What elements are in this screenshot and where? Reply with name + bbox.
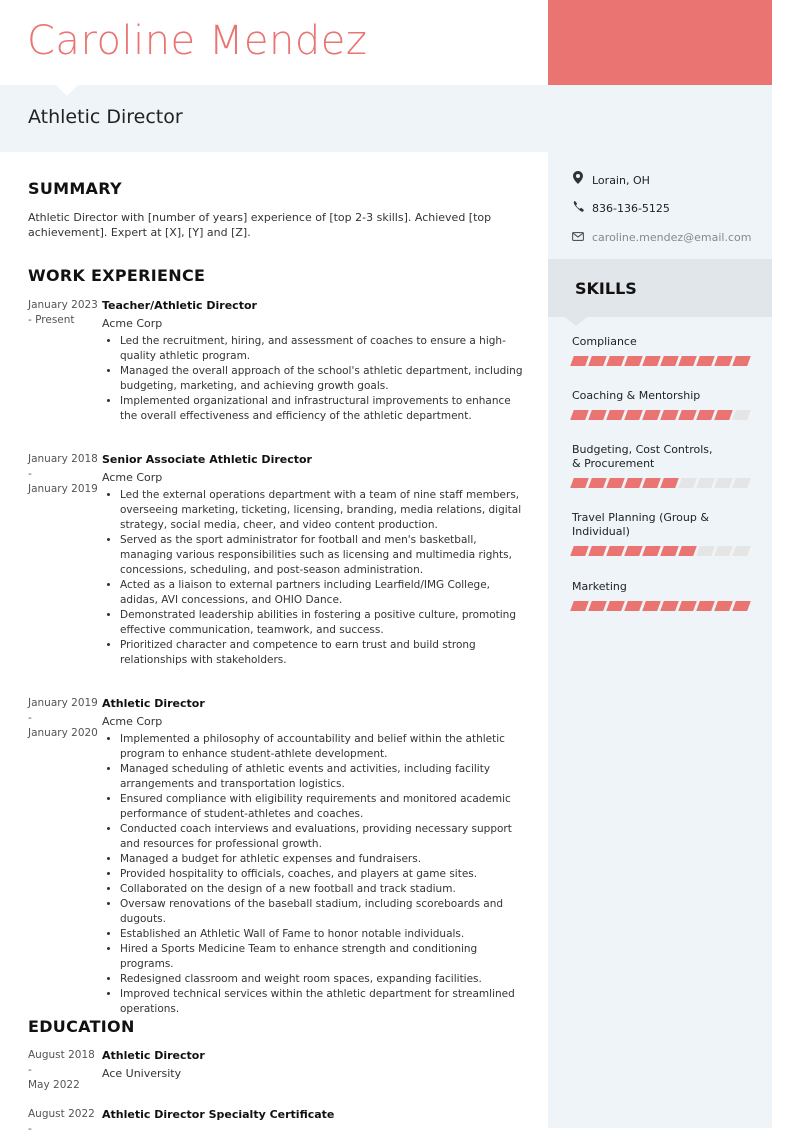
skill-rating-segment [624,601,643,611]
skills-notch [565,317,587,326]
skill-rating-bar [572,601,754,611]
skill-rating-segment [714,546,733,556]
skill-rating-segment [660,478,679,488]
skill-rating-segment [696,478,715,488]
job-date-separator: - [28,712,32,724]
skill-rating-segment [732,356,751,366]
education-degree: Athletic Director Specialty Certificate [102,1108,335,1121]
skill-rating-segment [624,478,643,488]
job-bullet: • Improved technical services within the athletic department for streamlined operations. [120,987,528,1017]
job-date-end: January 2020 [28,727,98,739]
job-bullet: • Managed scheduling of athletic events and activities, including facility arrangements and transportation logistics. [120,762,528,792]
skill-rating-segment [570,546,589,556]
job-bullet: • Implemented a philosophy of accountability and belief within the athletic program to enhance student-athlete development. [120,732,528,762]
job-date-start: January 2018 [28,453,98,465]
education-date-start: August 2022 - [28,1108,95,1135]
skill-label: Marketing [572,580,627,593]
skill-rating-segment [732,601,751,611]
skill-rating-segment [642,410,661,420]
job-dates [28,298,98,328]
skill-rating-segment [678,601,697,611]
job-date-end: January 2019 [28,483,98,495]
skill-rating-segment [606,410,625,420]
education-heading: EDUCATION [28,1017,135,1036]
skill-rating-segment [624,356,643,366]
job-role: Athletic Director [102,697,205,710]
skill-rating-segment [570,601,589,611]
skill-rating-segment [588,410,607,420]
skill-rating-segment [678,546,697,556]
phone-text: 836-136-5125 [592,202,670,215]
skill-rating-segment [606,601,625,611]
job-date-start: January 2023 [28,299,98,311]
job-date-separator: - Present [28,314,75,326]
job-bullet: • Provided hospitality to officials, coaches, and players at game sites. [120,867,528,882]
phone-icon [572,201,584,215]
location-text: Lorain, OH [592,174,650,187]
skill-rating-segment [678,478,697,488]
job-bullet: • Managed the overall approach of the school's athletic department, including budgeting, marketing, and achieving growth goals. [120,364,528,394]
education-dates [28,1048,100,1093]
skill-rating-segment [624,546,643,556]
skill-rating-segment [714,601,733,611]
skill-rating-segment [660,601,679,611]
job-bullet: • Led the external operations department with a team of nine staff members, overseeing marketing, ticketing, licensing, branding, media relations, digital strategy, social media, cheer, and video content production. [120,488,528,533]
job-role: Teacher/Athletic Director [102,299,257,312]
job-bullet: • Collaborated on the design of a new football and track stadium. [120,882,528,897]
skill-rating-segment [678,356,697,366]
job-title: Athletic Director [28,106,183,128]
skill-label: Compliance [572,335,637,348]
job-date-separator: - [28,468,32,480]
skill-rating-segment [642,478,661,488]
job-bullet: • Acted as a liaison to external partners including Learfield/IMG College, adidas, AVI concessions, and OHIO Dance. [120,578,528,608]
email-text[interactable]: caroline.mendez@email.com [592,231,752,244]
skill-label: Travel Planning (Group & Individual) [572,511,709,538]
education-dates [28,1107,100,1137]
job-company: Acme Corp [102,471,163,484]
job-bullets [102,732,528,1017]
job-bullet: • Prioritized character and competence to earn trust and build strong relationships with stakeholders. [120,638,528,668]
skill-rating-segment [588,601,607,611]
skill-rating-segment [588,546,607,556]
skill-rating-segment [660,546,679,556]
skill-rating-segment [678,410,697,420]
skill-rating-bar [572,356,754,366]
job-bullet: • Ensured compliance with eligibility requirements and monitored academic performance of student-athletes and coaches. [120,792,528,822]
skill-rating-segment [732,478,751,488]
candidate-name: Caroline Mendez [27,18,368,64]
skill-rating-segment [624,410,643,420]
job-bullet: • Implemented organizational and infrastructural improvements to enhance the overall effectiveness and efficiency of the athletic department. [120,394,528,424]
skill-item [572,335,754,366]
skill-rating-segment [696,546,715,556]
job-bullet: • Conducted coach interviews and evaluations, providing necessary support and resources for professional growth. [120,822,528,852]
skill-rating-segment [570,356,589,366]
skill-rating-segment [696,356,715,366]
header-accent-block [548,0,772,85]
title-notch [56,85,78,96]
skill-label: Budgeting, Cost Controls, & Procurement [572,443,713,470]
job-bullets [102,334,528,424]
job-bullet: • Established an Athletic Wall of Fame to honor notable individuals. [120,927,528,942]
skill-rating-segment [696,410,715,420]
skill-rating-segment [588,356,607,366]
skill-rating-segment [732,410,751,420]
skill-rating-bar [572,410,754,420]
job-company: Acme Corp [102,715,163,728]
skill-rating-segment [660,356,679,366]
work-experience-heading: WORK EXPERIENCE [28,266,206,285]
skill-item [572,580,754,611]
job-bullet: • Led the recruitment, hiring, and assessment of coaches to ensure a high-quality athletic program. [120,334,528,364]
skill-rating-segment [714,478,733,488]
job-dates [28,696,98,741]
skill-rating-bar [572,478,754,488]
skill-rating-segment [606,546,625,556]
education-date-end: May 2022 [28,1079,80,1091]
job-role: Senior Associate Athletic Director [102,453,312,466]
job-bullets [102,488,528,668]
job-bullet: • Managed a budget for athletic expenses and fundraisers. [120,852,528,867]
job-bullet: • Redesigned classroom and weight room spaces, expanding facilities. [120,972,528,987]
skill-rating-segment [588,478,607,488]
skill-rating-segment [714,356,733,366]
skill-rating-segment [642,546,661,556]
contact-email[interactable] [572,230,751,244]
skill-rating-segment [732,546,751,556]
skill-rating-segment [696,601,715,611]
skill-rating-segment [642,601,661,611]
job-bullet: • Hired a Sports Medicine Team to enhance strength and conditioning programs. [120,942,528,972]
skill-item [572,443,754,488]
skill-rating-segment [714,410,733,420]
skill-label: Coaching & Mentorship [572,389,701,402]
contact-location [572,171,650,187]
skill-rating-segment [642,356,661,366]
job-bullet: • Served as the sport administrator for football and men's basketball, managing various responsibilities such as licensing and multimedia rights, concessions, scheduling, and post-season administration. [120,533,528,578]
job-dates [28,452,98,497]
skill-item [572,511,754,556]
map-pin-icon [572,171,584,187]
job-bullet: • Demonstrated leadership abilities in fostering a positive culture, promoting effective communication, teamwork, and success. [120,608,528,638]
skill-rating-segment [570,410,589,420]
education-degree: Athletic Director [102,1049,205,1062]
education-school: Ace University [102,1067,182,1080]
education-date-start: August 2018 - [28,1049,95,1076]
skill-item [572,389,754,420]
job-bullet: • Oversaw renovations of the baseball stadium, including scoreboards and dugouts. [120,897,528,927]
job-company: Acme Corp [102,317,163,330]
summary-text: Athletic Director with [number of years] experience of [top 2-3 skills]. Achieved [top achievement]. Expert at [X], [Y] and [Z]. [28,211,492,239]
contact-phone [572,201,670,215]
envelope-icon [572,230,584,244]
summary-heading: SUMMARY [28,179,122,198]
job-date-start: January 2019 [28,697,98,709]
skill-rating-segment [570,478,589,488]
skills-heading: SKILLS [575,279,637,298]
skill-rating-segment [606,478,625,488]
skill-rating-segment [606,356,625,366]
skill-rating-segment [660,410,679,420]
skill-rating-bar [572,546,754,556]
